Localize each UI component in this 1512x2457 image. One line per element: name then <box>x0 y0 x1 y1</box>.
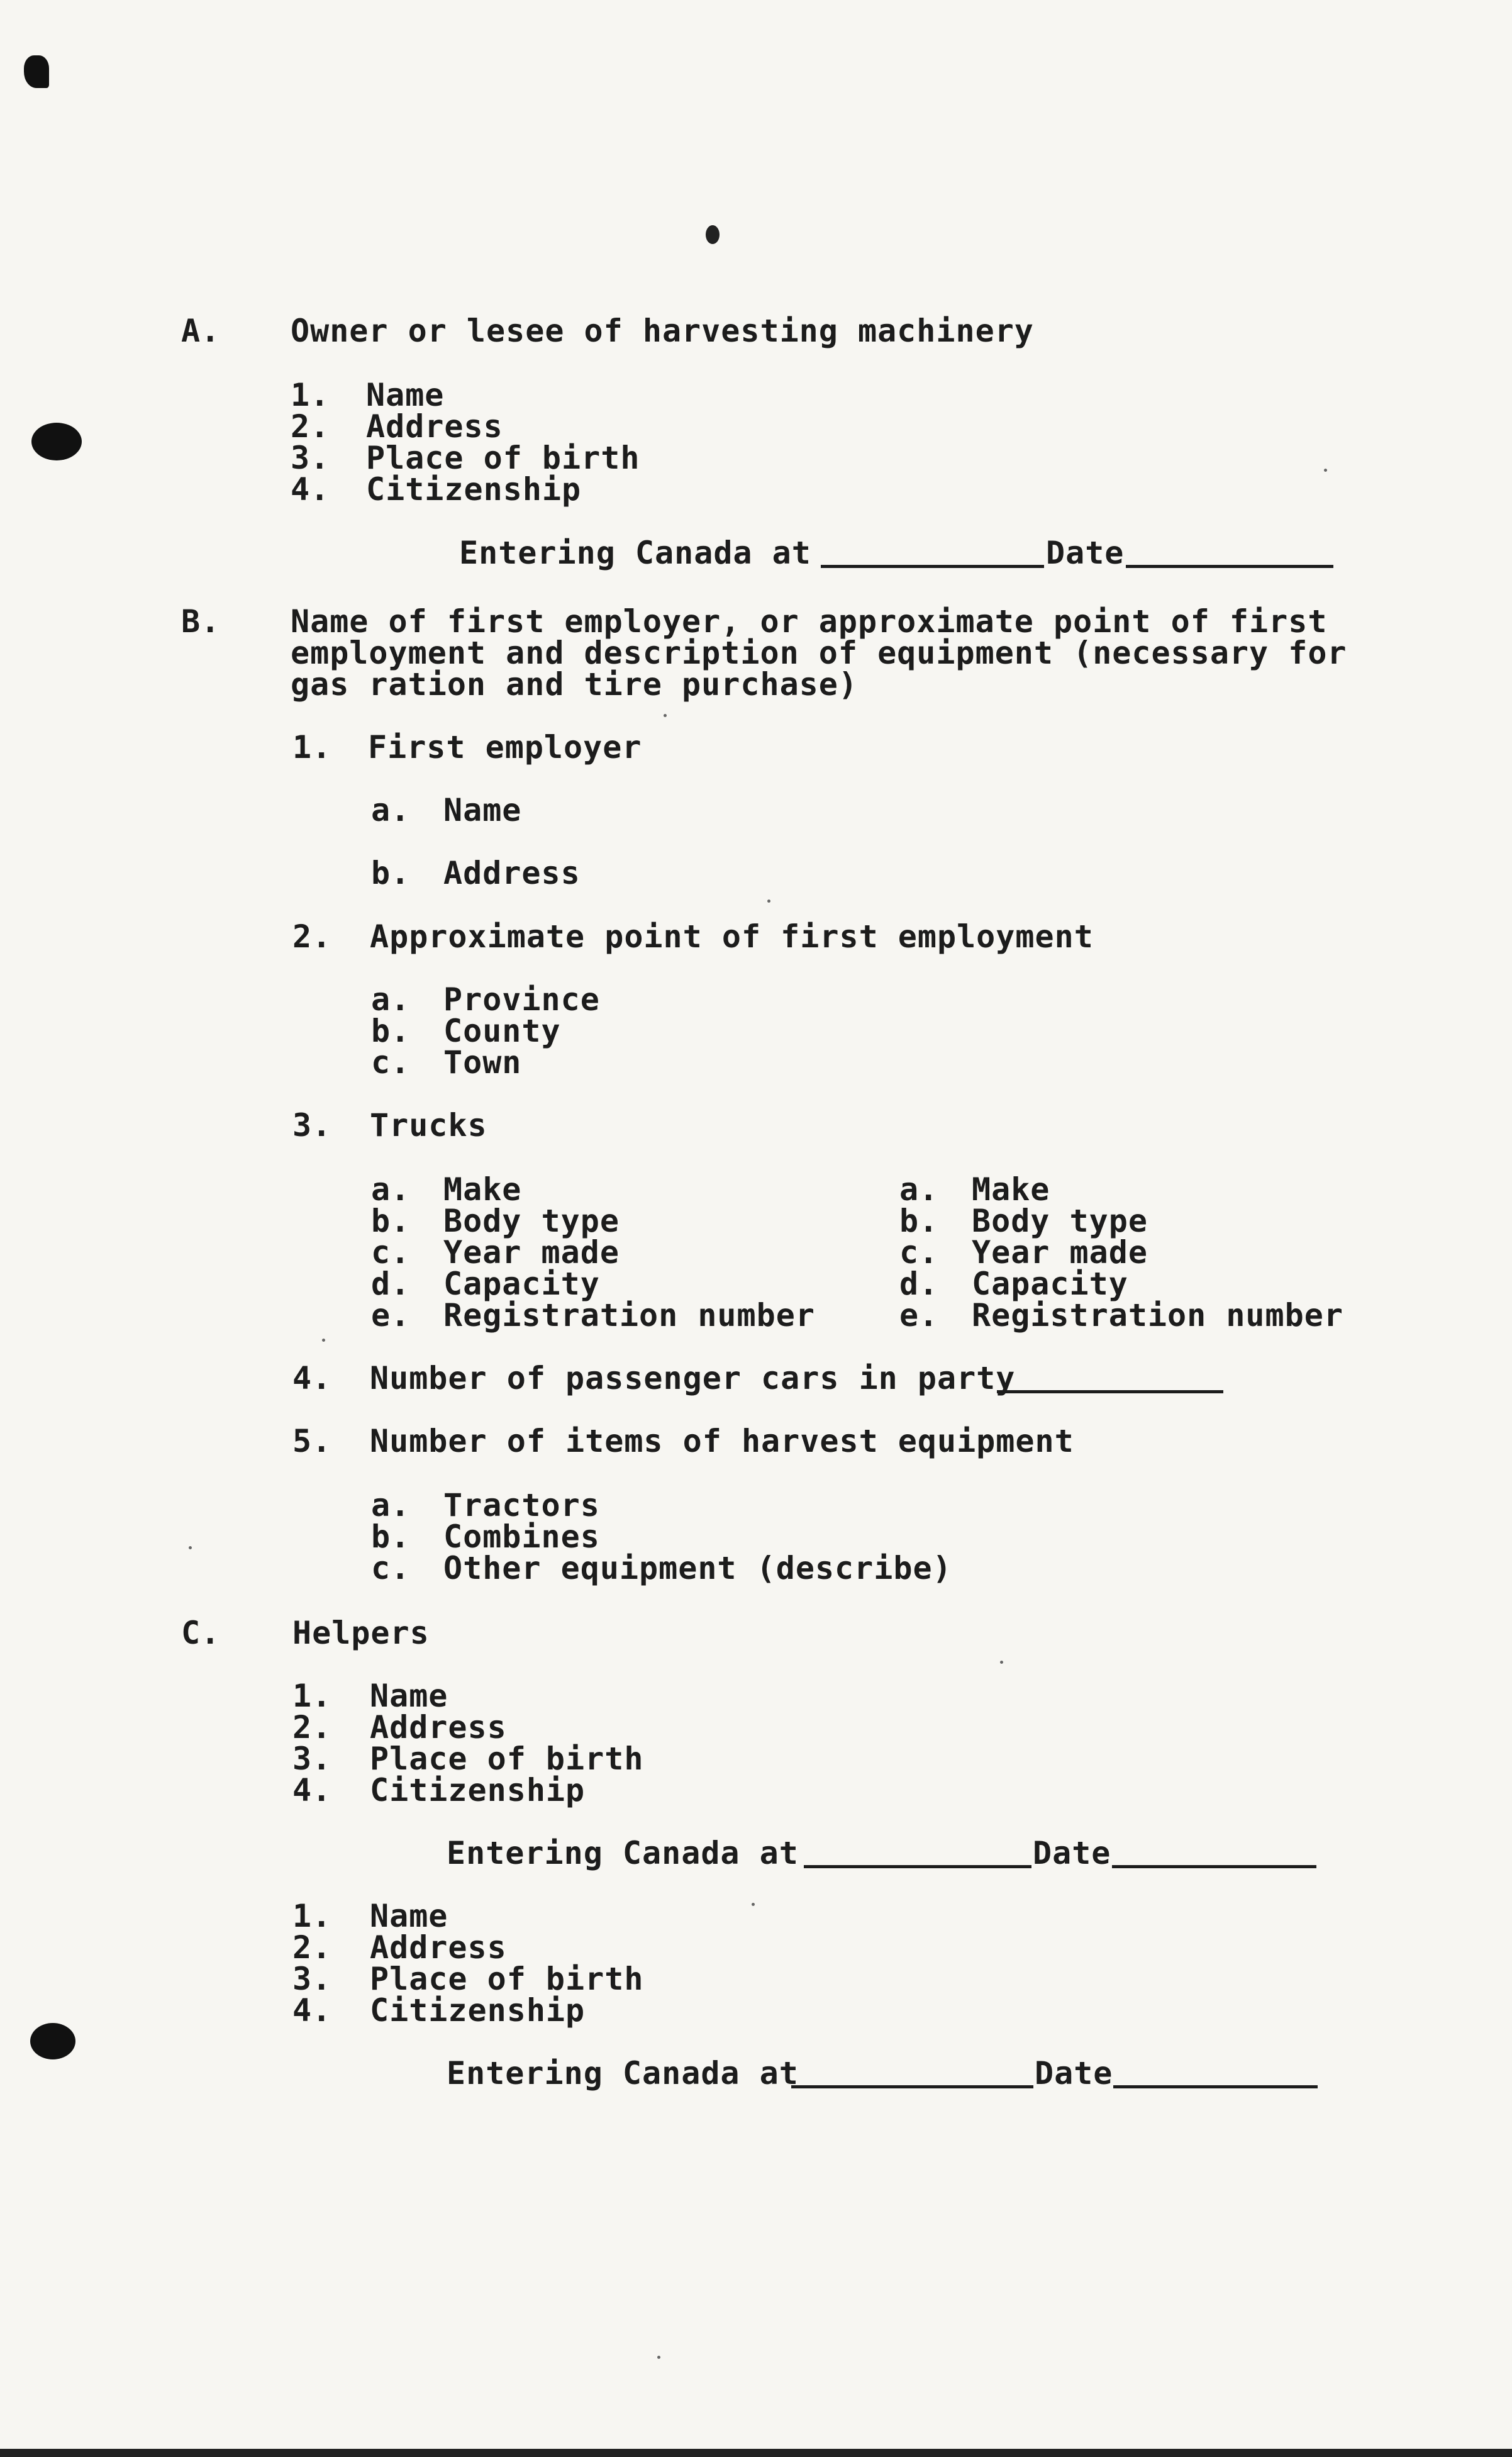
scan-speck <box>1324 469 1327 472</box>
b-item-2c-letter: c. <box>371 1044 411 1081</box>
truck1-e-label: Registration number <box>443 1297 815 1334</box>
helper1-date-label: Date <box>1033 1835 1111 1871</box>
b-item-1a-letter: a. <box>371 792 411 828</box>
truck2-c-label: Year made <box>972 1234 1148 1271</box>
a-item-4-num: 4. <box>291 471 330 508</box>
section-c-letter: C. <box>181 1615 221 1651</box>
helper1-item-4-num: 4. <box>292 1772 332 1808</box>
punch-hole-lower <box>30 2023 75 2059</box>
helper2-item-4-label: Citizenship <box>370 1992 586 2029</box>
truck1-b-letter: b. <box>371 1203 411 1239</box>
a-date-blank[interactable] <box>1126 565 1333 568</box>
scan-bottom-edge <box>0 2449 1512 2457</box>
b-item-5c-label: Other equipment (describe) <box>443 1550 952 1586</box>
truck2-a-letter: a. <box>899 1171 939 1208</box>
truck2-e-letter: e. <box>899 1297 939 1334</box>
a-item-3-num: 3. <box>291 440 330 476</box>
helper2-entering-label: Entering Canada at <box>447 2055 799 2092</box>
helper2-item-1-num: 1. <box>292 1898 332 1934</box>
scan-speck <box>752 1903 755 1906</box>
helper1-item-2-label: Address <box>370 1709 507 1746</box>
truck2-b-label: Body type <box>972 1203 1148 1239</box>
helper1-entering-blank[interactable] <box>804 1865 1031 1868</box>
page-mark <box>706 225 720 244</box>
b-item-5-num: 5. <box>292 1423 332 1459</box>
helper2-date-blank[interactable] <box>1113 2085 1318 2088</box>
scan-speck <box>664 714 667 717</box>
b-item-2c-label: Town <box>443 1044 522 1081</box>
section-b-heading-line-2: employment and description of equipment (necessary for <box>291 635 1347 671</box>
b-item-3-label: Trucks <box>370 1107 487 1144</box>
b-item-1-num: 1. <box>292 729 332 766</box>
truck2-b-letter: b. <box>899 1203 939 1239</box>
b-item-5b-label: Combines <box>443 1518 600 1555</box>
truck2-c-letter: c. <box>899 1234 939 1271</box>
helper1-item-3-num: 3. <box>292 1741 332 1777</box>
truck1-d-label: Capacity <box>443 1266 600 1302</box>
truck1-d-letter: d. <box>371 1266 411 1302</box>
truck2-e-label: Registration number <box>972 1297 1343 1334</box>
ink-mark-top-left <box>24 55 49 88</box>
a-item-4-label: Citizenship <box>366 471 582 508</box>
section-b-letter: B. <box>181 603 221 640</box>
a-date-label: Date <box>1046 535 1125 571</box>
helper2-entering-blank[interactable] <box>791 2085 1033 2088</box>
scan-speck <box>657 2356 660 2359</box>
b-item-5a-label: Tractors <box>443 1487 600 1524</box>
b-item-2a-label: Province <box>443 981 600 1018</box>
truck2-d-letter: d. <box>899 1266 939 1302</box>
truck1-e-letter: e. <box>371 1297 411 1334</box>
truck1-b-label: Body type <box>443 1203 620 1239</box>
truck1-a-label: Make <box>443 1171 522 1208</box>
b-item-5-label: Number of items of harvest equipment <box>370 1423 1074 1459</box>
truck1-c-letter: c. <box>371 1234 411 1271</box>
b-item-2-label: Approximate point of first employment <box>370 918 1094 955</box>
a-entering-label: Entering Canada at <box>459 535 811 571</box>
helper1-item-1-label: Name <box>370 1678 448 1714</box>
scan-speck <box>1000 1661 1003 1664</box>
helper1-entering-label: Entering Canada at <box>447 1835 799 1871</box>
section-b-heading-line-3: gas ration and tire purchase) <box>291 666 858 703</box>
a-entering-blank[interactable] <box>821 565 1044 568</box>
helper2-item-3-num: 3. <box>292 1961 332 1997</box>
truck1-a-letter: a. <box>371 1171 411 1208</box>
punch-hole-upper <box>31 423 82 460</box>
b-item-2b-letter: b. <box>371 1013 411 1049</box>
b-item-5a-letter: a. <box>371 1487 411 1524</box>
truck2-d-label: Capacity <box>972 1266 1128 1302</box>
helper2-item-3-label: Place of birth <box>370 1961 644 1997</box>
a-item-2-label: Address <box>366 408 503 445</box>
helper2-item-2-label: Address <box>370 1929 507 1966</box>
section-a-heading: Owner or lesee of harvesting machinery <box>291 313 1034 349</box>
section-b-heading-line-1: Name of first employer, or approximate point of first <box>291 603 1328 640</box>
b-item-1b-letter: b. <box>371 855 411 891</box>
a-item-3-label: Place of birth <box>366 440 640 476</box>
b-item-1-label: First employer <box>368 729 642 766</box>
helper1-date-blank[interactable] <box>1112 1865 1316 1868</box>
b-item-1b-label: Address <box>443 855 581 891</box>
helper2-item-4-num: 4. <box>292 1992 332 2029</box>
a-item-1-label: Name <box>366 377 445 413</box>
helper2-date-label: Date <box>1035 2055 1113 2092</box>
b-item-2b-label: County <box>443 1013 561 1049</box>
helper2-item-2-num: 2. <box>292 1929 332 1966</box>
helper1-item-4-label: Citizenship <box>370 1772 586 1808</box>
scan-speck <box>322 1339 325 1342</box>
scan-speck <box>189 1546 192 1549</box>
a-item-2-num: 2. <box>291 408 330 445</box>
helper1-item-2-num: 2. <box>292 1709 332 1746</box>
b-item-4-label: Number of passenger cars in party <box>370 1360 1016 1396</box>
b-item-3-num: 3. <box>292 1107 332 1144</box>
truck1-c-label: Year made <box>443 1234 620 1271</box>
section-a-letter: A. <box>181 313 221 349</box>
section-c-heading: Helpers <box>292 1615 430 1651</box>
b-item-5b-letter: b. <box>371 1518 411 1555</box>
a-item-1-num: 1. <box>291 377 330 413</box>
passenger-cars-blank[interactable] <box>997 1390 1223 1393</box>
b-item-1a-label: Name <box>443 792 522 828</box>
helper2-item-1-label: Name <box>370 1898 448 1934</box>
b-item-5c-letter: c. <box>371 1550 411 1586</box>
helper1-item-1-num: 1. <box>292 1678 332 1714</box>
scan-speck <box>767 900 770 903</box>
b-item-2-num: 2. <box>292 918 332 955</box>
b-item-2a-letter: a. <box>371 981 411 1018</box>
helper1-item-3-label: Place of birth <box>370 1741 644 1777</box>
b-item-4-num: 4. <box>292 1360 332 1396</box>
truck2-a-label: Make <box>972 1171 1050 1208</box>
